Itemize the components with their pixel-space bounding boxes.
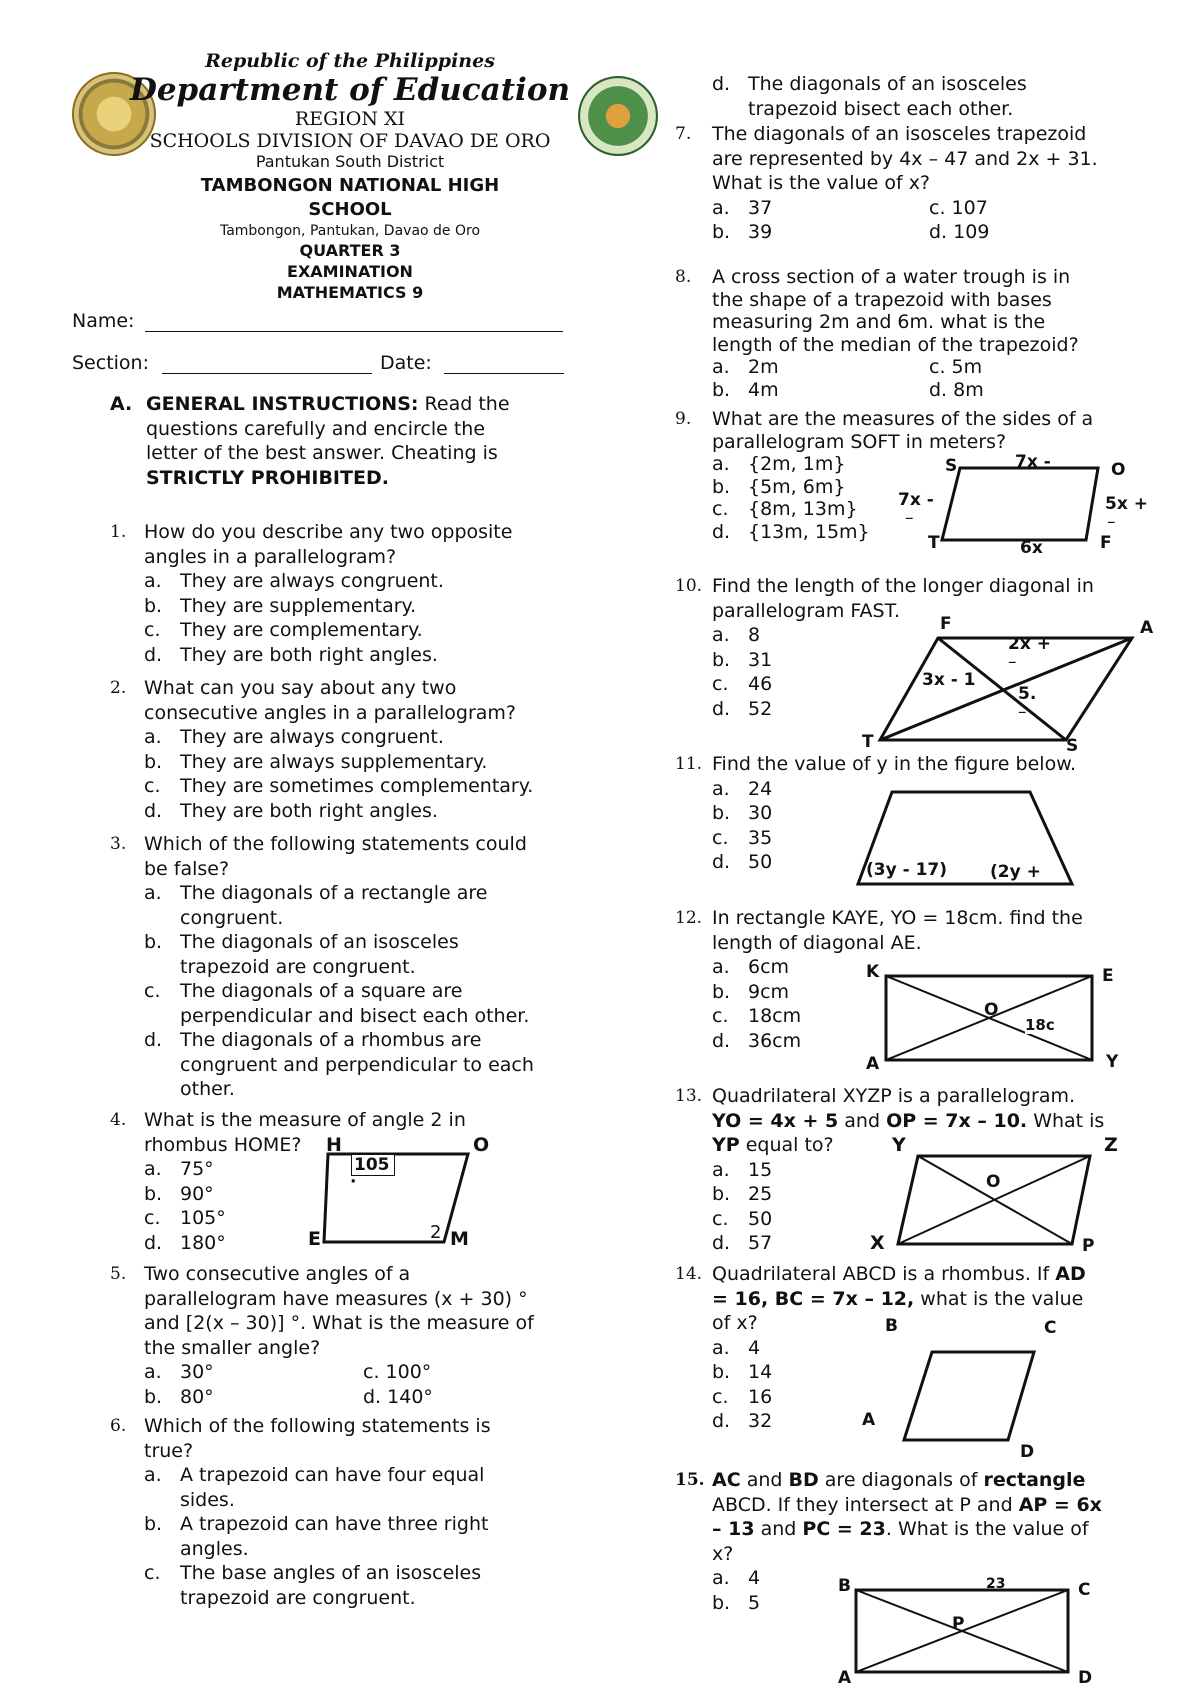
label-a: A <box>838 1668 852 1688</box>
question-number: 10. <box>675 576 703 596</box>
option-a[interactable]: a. 15 <box>712 1158 773 1181</box>
quarter-line: QUARTER 3 <box>299 241 401 260</box>
option-d[interactable]: d. 52 <box>712 697 773 720</box>
option-c[interactable]: c. They are sometimes complementary. <box>144 775 534 797</box>
angle-label-2: (2y + <box>990 862 1041 882</box>
label-e: E <box>308 1228 321 1250</box>
question-text: Which of the following statements is <box>144 1415 491 1437</box>
option-a[interactable]: a. {2m, 1m} <box>712 453 846 475</box>
label-o: O <box>473 1134 490 1156</box>
question-8: 8. A cross section of a water trough is in the shape of a trapezoid with bases measuring 2m and 6m. what is the length of the median of the trapezoid? a. 2m b. 4m c. 5m d. 8m <box>675 266 1155 401</box>
name-field[interactable] <box>145 331 563 332</box>
option-a[interactable]: a. 6cm <box>712 956 790 978</box>
question-2 <box>72 676 592 823</box>
side-left-label: 7x - <box>898 490 934 510</box>
question-text: the smaller angle? <box>144 1336 321 1359</box>
option-b[interactable]: b. 5 <box>712 1591 761 1614</box>
question-number: 4. <box>110 1110 127 1130</box>
question-text: parallelogram have measures (x + 30) ° <box>144 1287 528 1310</box>
question-13: 13. Quadrilateral XYZP is a parallelogram. YO = 4x + 5 and OP = 7x – 10. What is YP equal to? a. 15 b. 25 c. 50 d. 57 <box>675 1084 1165 1256</box>
option-a[interactable]: a. 75° <box>144 1158 214 1180</box>
option-c[interactable]: c. {8m, 13m} <box>712 498 858 520</box>
segment-label-1: 2x + <box>1008 634 1051 654</box>
question-1 <box>72 520 592 667</box>
option-d[interactable]: d. 57 <box>712 1232 773 1254</box>
label-s: S <box>1066 736 1079 756</box>
section-label: Section: <box>72 352 149 374</box>
side-right-label: 5x + <box>1105 494 1148 514</box>
option-b[interactable]: b. They are always supplementary. <box>144 750 488 773</box>
date-field[interactable] <box>444 373 564 374</box>
label-t: T <box>928 533 940 553</box>
option-b[interactable]: b. They are supplementary. <box>144 594 417 617</box>
option-d[interactable]: d. The diagonals of a rhombus are congruent and perpendicular to each other. <box>144 1029 534 1100</box>
option-d[interactable]: d. 8m <box>929 378 984 401</box>
option-b[interactable]: b. 31 <box>712 648 773 671</box>
question-5 <box>72 1262 592 1409</box>
exam-line: EXAMINATION <box>287 262 413 281</box>
segment-label-2: 3x - 1 <box>922 670 976 690</box>
option-d[interactable]: d. They are both right angles. <box>144 799 438 822</box>
option-a[interactable]: a. 8 <box>712 624 761 646</box>
question-number: 2. <box>110 678 127 698</box>
question-number: 11. <box>675 754 703 774</box>
segment-label-3: 5. <box>1018 684 1037 704</box>
side-bottom-label: 6x <box>1020 538 1043 558</box>
option-a[interactable]: a. 2m <box>712 356 779 378</box>
label-h: H <box>326 1134 342 1156</box>
school-line-2: SCHOOL <box>308 199 392 220</box>
label-a: A <box>866 1054 880 1074</box>
option-c[interactable]: c. The diagonals of a square are perpendicular and bisect each other. <box>144 980 530 1027</box>
question-6-option-d[interactable]: d. The diagonals of an isosceles trapezoid bisect each other. <box>712 73 1027 120</box>
segment-dash-3: – <box>1018 702 1027 722</box>
question-number: 13. <box>675 1086 703 1106</box>
option-b[interactable]: b. 39 <box>712 221 773 243</box>
question-number: 8. <box>675 267 692 287</box>
question-number: 1. <box>110 522 127 542</box>
option-d[interactable]: d. 32 <box>712 1410 773 1432</box>
label-y: Y <box>892 1134 906 1156</box>
instructions-letter: A. <box>110 393 133 415</box>
question-text: angles in a parallelogram? <box>144 545 397 568</box>
label-m: M <box>450 1228 469 1250</box>
side-left-dash: – <box>905 508 914 528</box>
option-d[interactable]: d. 109 <box>929 221 990 243</box>
option-c[interactable]: c. 5m <box>929 356 983 378</box>
label-z: Z <box>1104 1134 1118 1156</box>
label-f: F <box>1100 533 1112 553</box>
label-a: A <box>862 1410 876 1430</box>
option-c[interactable]: c. 16 <box>712 1385 773 1408</box>
label-c: C <box>1078 1580 1091 1600</box>
instructions-text-3: letter of the best answer. Cheating is <box>146 442 498 464</box>
district-line: Pantukan South District <box>255 152 445 171</box>
parallelogram-fast-figure <box>870 628 1140 748</box>
label-d: D <box>1020 1442 1035 1462</box>
option-c[interactable]: c. 50 <box>712 1207 773 1230</box>
question-number: 3. <box>110 834 127 854</box>
option-a[interactable]: a. 4 <box>712 1336 761 1359</box>
question-15: 15. AC and BD are diagonals of rectangle ABCD. If they intersect at P and AP = 6x – 13 and PC = 23. What is the value of x? a. 4 b. 5 <box>675 1468 1165 1615</box>
option-a[interactable]: a. The diagonals of a rectangle are congruent. <box>144 882 488 929</box>
question-number: 12. <box>675 908 703 928</box>
school-line: TAMBONGON NATIONAL HIGH <box>200 175 500 196</box>
option-c[interactable]: c. 100° <box>363 1361 432 1383</box>
label-a: A <box>1140 618 1154 638</box>
label-y: Y <box>1106 1052 1119 1072</box>
label-c: C <box>1044 1318 1057 1338</box>
option-b[interactable]: b. 25 <box>712 1183 773 1205</box>
question-text: true? <box>144 1439 194 1462</box>
side-top-label: 7x - <box>1015 452 1051 472</box>
label-p: P <box>952 1614 965 1634</box>
option-b[interactable]: b. 4m <box>712 378 779 401</box>
option-c[interactable]: c. They are complementary. <box>144 619 423 641</box>
angle-label-1: (3y - 17) <box>866 860 947 880</box>
address-line: Tambongon, Pantukan, Davao de Oro <box>219 223 481 239</box>
republic-line: Republic of the Philippines <box>205 50 495 72</box>
segment-dash-1: – <box>1008 652 1017 672</box>
instructions-text-4: STRICTLY PROHIBITED. <box>146 466 389 489</box>
question-7: 7. The diagonals of an isosceles trapezoid are represented by 4x – 47 and 2x + 31. What is the value of x? a. 37 b. 39 c. 107 d. 109 <box>675 122 1155 245</box>
label-k: K <box>866 962 880 982</box>
division-line: SCHOOLS DIVISION OF DAVAO DE ORO <box>149 130 551 152</box>
question-number: 9. <box>675 409 692 429</box>
question-number: 15. <box>675 1470 705 1490</box>
question-3 <box>72 832 592 1102</box>
instructions-text-1: Read the <box>424 393 510 415</box>
option-b[interactable]: b. 80° <box>144 1385 214 1408</box>
question-number: 5. <box>110 1264 127 1284</box>
label-b: B <box>838 1576 851 1596</box>
label-x: X <box>870 1232 885 1254</box>
option-d[interactable]: d. 180° <box>144 1231 226 1254</box>
question-12: 12. In rectangle KAYE, YO = 18cm. find the length of diagonal AE. a. 6cm b. 9cm c. 18cm d. 36cm <box>675 906 1165 1053</box>
option-a[interactable]: a. They are always congruent. <box>144 726 444 748</box>
instructions <box>110 392 580 490</box>
angle-2-label: 2 <box>430 1222 442 1243</box>
label-o: O <box>1111 460 1126 480</box>
parallelogram-xyzp-figure <box>890 1150 1100 1250</box>
school-seal-logo <box>578 76 658 156</box>
option-c[interactable]: c. 107 <box>929 196 988 219</box>
question-text: consecutive angles in a parallelogram? <box>144 701 517 724</box>
option-d[interactable]: d. 36cm <box>712 1029 802 1052</box>
angle-dot: · <box>350 1172 357 1192</box>
instructions-text-2: questions carefully and encircle the <box>146 417 486 440</box>
label-t: T <box>862 732 874 752</box>
section-field[interactable] <box>162 373 372 374</box>
option-a[interactable]: a. 24 <box>712 777 773 800</box>
label-p: P <box>1082 1236 1095 1256</box>
side-top-label: 23 <box>986 1576 1006 1592</box>
option-d[interactable]: d. 50 <box>712 851 773 873</box>
label-s: S <box>945 456 958 476</box>
option-a[interactable]: a. 37 <box>712 196 773 219</box>
instructions-title: GENERAL INSTRUCTIONS: <box>146 393 419 415</box>
question-number: 14. <box>675 1264 703 1284</box>
angle-105-label: 105 <box>351 1154 395 1176</box>
question-number: 7. <box>675 124 692 144</box>
question-text: What is the measure of angle 2 in <box>144 1109 466 1131</box>
question-text: How do you describe any two opposite <box>144 521 513 543</box>
option-b[interactable]: b. A trapezoid can have three right angles. <box>144 1513 489 1560</box>
question-6 <box>72 1414 592 1610</box>
question-9: 9. What are the measures of the sides of a parallelogram SOFT in meters? a. {2m, 1m} b. {5m, 6m} c. {8m, 13m} d. {13m, 15m} <box>675 408 1155 543</box>
question-text: rhombus HOME? <box>144 1133 302 1156</box>
label-e: E <box>1102 966 1114 986</box>
question-text: Two consecutive angles of a <box>144 1263 411 1285</box>
subject-line: MATHEMATICS 9 <box>276 283 424 302</box>
option-a[interactable]: a. They are always congruent. <box>144 570 444 592</box>
option-c[interactable]: c. The base angles of an isosceles trapezoid are congruent. <box>144 1562 482 1609</box>
option-d[interactable]: d. {13m, 15m} <box>712 520 870 543</box>
date-label: Date: <box>380 352 432 374</box>
option-c[interactable]: c. 105° <box>144 1207 226 1229</box>
option-b[interactable]: b. 90° <box>144 1182 214 1205</box>
rhombus-abcd-figure <box>890 1346 1040 1446</box>
question-text: What can you say about any two <box>144 677 457 699</box>
question-14: 14. Quadrilateral ABCD is a rhombus. If AD = 16, BC = 7x – 12, what is the value of x? a. 4 b. 14 c. 16 d. 32 <box>675 1262 1165 1434</box>
label-f: F <box>940 614 952 634</box>
question-number: 6. <box>110 1416 127 1436</box>
option-d[interactable]: d. 140° <box>363 1385 433 1408</box>
option-c[interactable]: c. 35 <box>712 826 773 849</box>
option-b[interactable]: b. 14 <box>712 1361 773 1383</box>
question-text: be false? <box>144 857 230 880</box>
label-d: D <box>1078 1668 1093 1688</box>
option-b[interactable]: b. 30 <box>712 802 773 824</box>
side-right-dash: – <box>1107 512 1116 532</box>
option-a[interactable]: a. 4 <box>712 1567 761 1589</box>
region-line: REGION XI <box>294 108 406 130</box>
question-text: Which of the following statements could <box>144 833 527 855</box>
label-o: O <box>986 1172 1001 1192</box>
segment-label: 18c <box>1025 1016 1055 1034</box>
question-10: 10. Find the length of the longer diagonal in parallelogram FAST. a. 8 b. 31 c. 46 d. 52 <box>675 574 1165 721</box>
department-line: Department of Education <box>129 72 571 108</box>
option-b[interactable]: b. The diagonals of an isosceles trapezoid are congruent. <box>144 931 459 978</box>
option-a[interactable]: a. A trapezoid can have four equal sides. <box>144 1464 485 1511</box>
option-c[interactable]: c. 18cm <box>712 1005 802 1027</box>
option-a[interactable]: a. 30° <box>144 1361 214 1383</box>
option-d[interactable]: d. They are both right angles. <box>144 643 438 666</box>
question-11: 11. Find the value of y in the figure below. a. 24 b. 30 c. 35 d. 50 <box>675 752 1165 875</box>
label-o: O <box>984 1000 999 1020</box>
label-b: B <box>885 1316 898 1336</box>
option-c[interactable]: c. 46 <box>712 673 773 695</box>
option-b[interactable]: b. {5m, 6m} <box>712 475 846 498</box>
name-label: Name: <box>72 310 135 332</box>
question-text: and [2(x – 30)] °. What is the measure of <box>144 1312 534 1334</box>
option-b[interactable]: b. 9cm <box>712 980 790 1003</box>
